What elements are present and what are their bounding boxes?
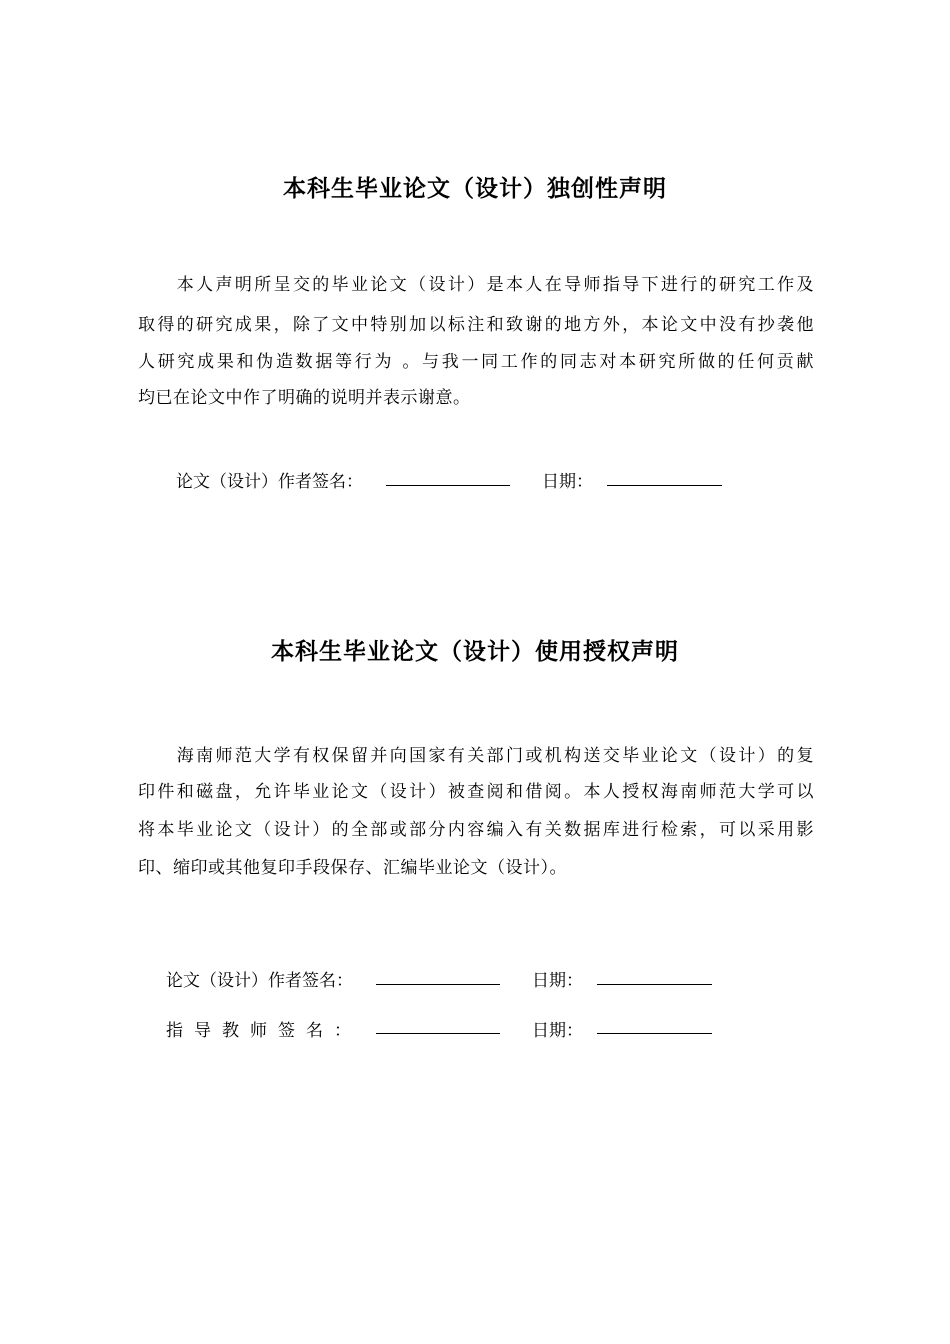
originality-paragraph-line: 均已在论文中作了明确的说明并表示谢意。 (138, 388, 471, 408)
authorization-author-date-label: 日期： (532, 971, 583, 991)
authorization-paragraph-line: 海南师范大学有权保留并向国家有关部门或机构送交毕业论文（设计）的复 (138, 746, 814, 766)
authorization-author-signature-field[interactable] (376, 984, 500, 985)
authorization-author-date-field[interactable] (597, 984, 712, 985)
authorization-author-signature-label: 论文（设计）作者签名： (166, 971, 353, 991)
authorization-paragraph-line: 将本毕业论文（设计）的全部或部分内容编入有关数据库进行检索，可以采用影 (138, 820, 814, 840)
authorization-title: 本科生毕业论文（设计）使用授权声明 (271, 639, 679, 665)
authorization-paragraph-line: 印、缩印或其他复印手段保存、汇编毕业论文（设计）。 (138, 858, 567, 878)
originality-paragraph-line: 人研究成果和伪造数据等行为 。与我一同工作的同志对本研究所做的任何贡献 (138, 352, 814, 372)
advisor-date-label: 日期： (532, 1021, 583, 1041)
originality-title: 本科生毕业论文（设计）独创性声明 (283, 176, 667, 202)
originality-author-signature-field[interactable] (386, 485, 510, 486)
originality-paragraph-line: 取得的研究成果，除了文中特别加以标注和致谢的地方外，本论文中没有抄袭他 (138, 315, 814, 335)
authorization-paragraph-line: 印件和磁盘，允许毕业论文（设计）被查阅和借阅。本人授权海南师范大学可以 (138, 782, 814, 802)
originality-date-field[interactable] (607, 485, 722, 486)
originality-author-signature-label: 论文（设计）作者签名： (176, 472, 363, 492)
advisor-signature-field[interactable] (376, 1033, 500, 1034)
advisor-signature-label: 指导教师签名： (166, 1021, 362, 1041)
originality-date-label: 日期： (542, 472, 593, 492)
advisor-date-field[interactable] (597, 1033, 712, 1034)
originality-paragraph-line: 本人声明所呈交的毕业论文（设计）是本人在导师指导下进行的研究工作及 (138, 275, 814, 295)
